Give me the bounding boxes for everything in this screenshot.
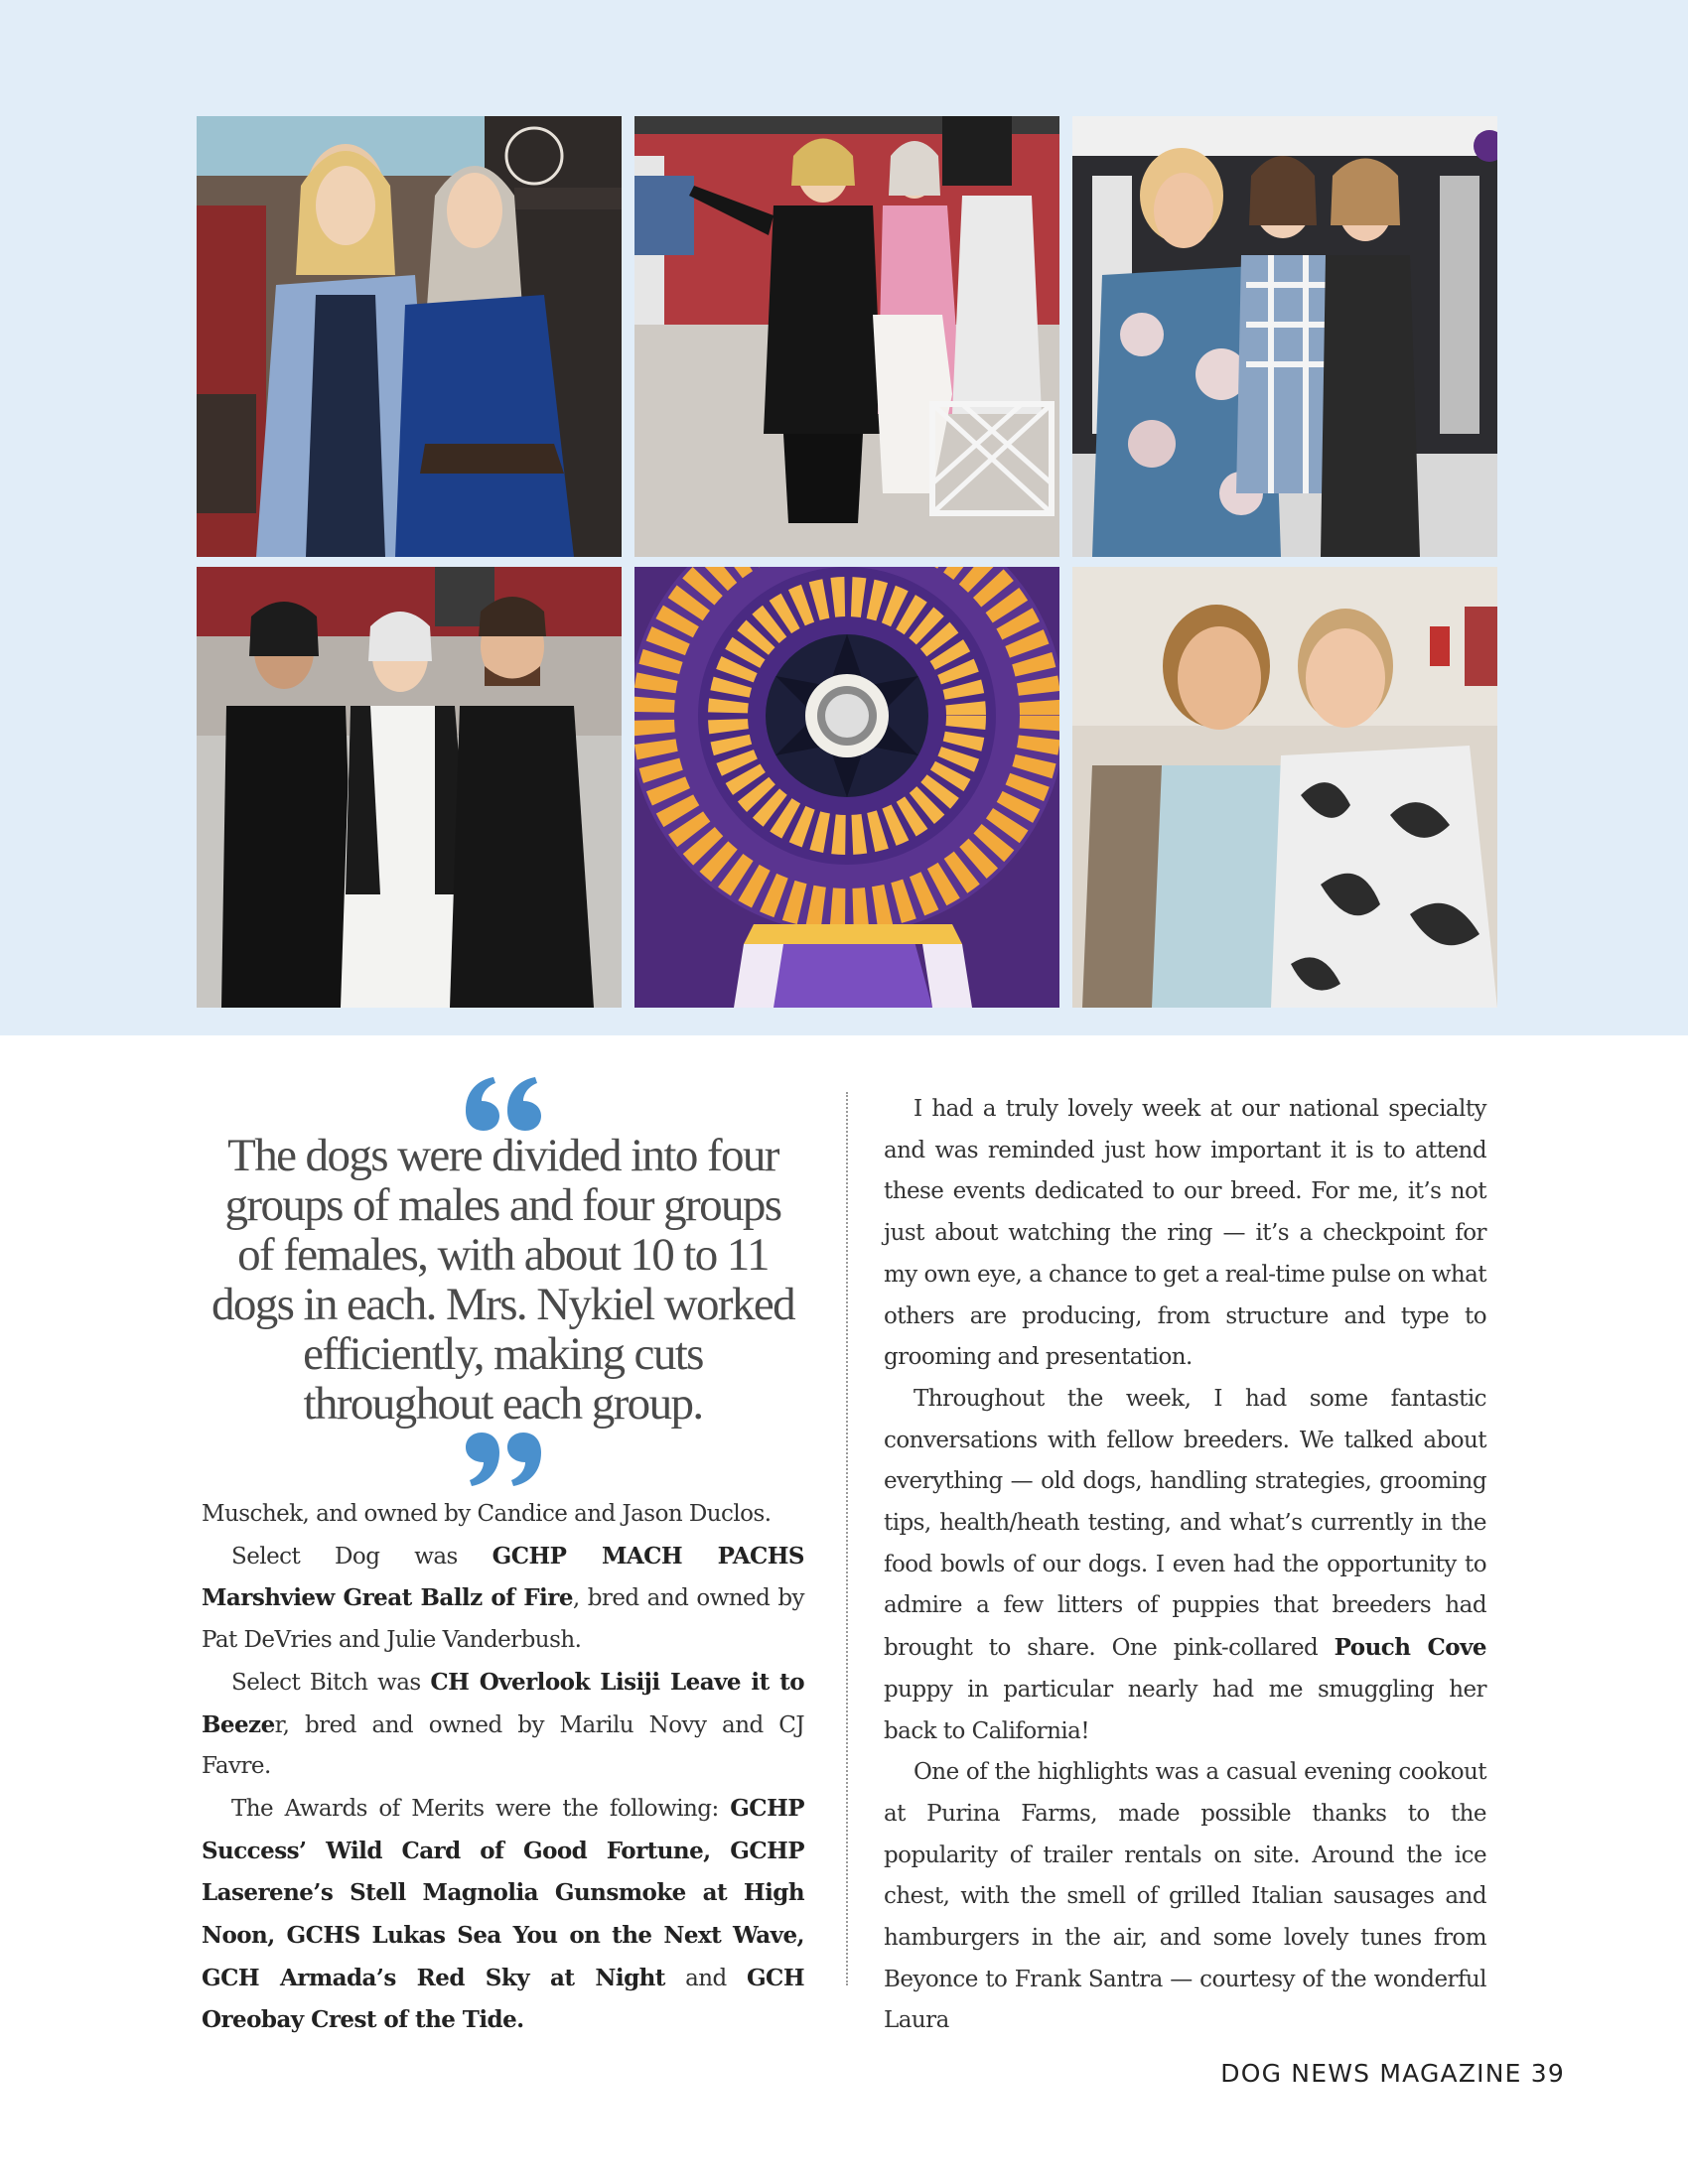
close-quote-icon: [464, 1433, 543, 1486]
photo-band: [0, 0, 1688, 1035]
photo-two-women-smiling: [1072, 567, 1497, 1008]
photo-grid: [197, 116, 1497, 1008]
left-column: [202, 1077, 804, 2042]
paragraph: Throughout the week, I had some fantastic conversations with fellow breeders. We talked about everything — old dogs, handling strategies, grooming tips, health/heath testing, and what’s currently in the food bowls of our dogs. I even had the opportunity to admire a few litters of puppies that breeders had brought to share. One pink-collared Pouch Cove puppy in particular nearly had me smuggling her back to California!: [884, 1385, 1486, 1744]
right-body-text: [884, 1089, 1486, 2042]
paragraph: Select Bitch was CH Overlook Lisiji Leave it to Beezer, bred and owned by Marilu Novy and CJ Favre.: [202, 1668, 804, 1780]
open-quote-icon: [464, 1077, 543, 1131]
pull-quote: The dogs were divided into four groups of males and four groups of females, with about 10 to 11 dogs in each. Mrs. Nykiel worked efficiently, making cuts throughout each group.: [211, 1130, 795, 1430]
paragraph: I had a truly lovely week at our national specialty and was reminded just how important it is to attend these events dedicated to our breed. For me, it’s not just about watching the ring — it’s a checkpoint for my own eye, a chance to get a real-time pulse on what others are producing, from structure and type to grooming and presentation.: [884, 1096, 1486, 1371]
paragraph: Select Dog was GCHP MACH PACHS Marshview Great Ballz of Fire, bred and owned by Pat DeVries and Julie Vanderbush.: [202, 1542, 804, 1654]
photo-speaker-microphone: [634, 116, 1059, 557]
paragraph: The Awards of Merits were the following: GCHP Success’ Wild Card of Good Fortune, GCHP Laserene’s Stell Magnolia Gunsmoke at High Noon, GCHS Lukas Sea You on the Next Wave, GCH Armada’s Red Sky at Night and GCH Oreobay Crest of the Tide.: [202, 1794, 804, 2034]
left-body-text: [202, 1494, 804, 2042]
photo-three-people-evening: [197, 567, 622, 1008]
photo-two-women-booth: [197, 116, 622, 557]
paragraph: One of the highlights was a casual evening cookout at Purina Farms, made possible thanks to the popularity of trailer rentals on site. Around the ice chest, with the smell of grilled Italian sausages and hamburgers in the air, and some lovely tunes from Beyonce to Frank Santra — courtesy of the wonderful Laura: [884, 1759, 1486, 2034]
photo-three-women: [1072, 116, 1497, 557]
paragraph: Muschek, and owned by Candice and Jason Duclos.: [202, 1501, 772, 1527]
page-footer: DOG NEWS MAGAZINE 39: [1220, 2059, 1565, 2088]
right-column: [884, 1089, 1486, 2042]
photo-rosette-ribbon: [634, 567, 1059, 1008]
column-divider: [846, 1092, 848, 1985]
